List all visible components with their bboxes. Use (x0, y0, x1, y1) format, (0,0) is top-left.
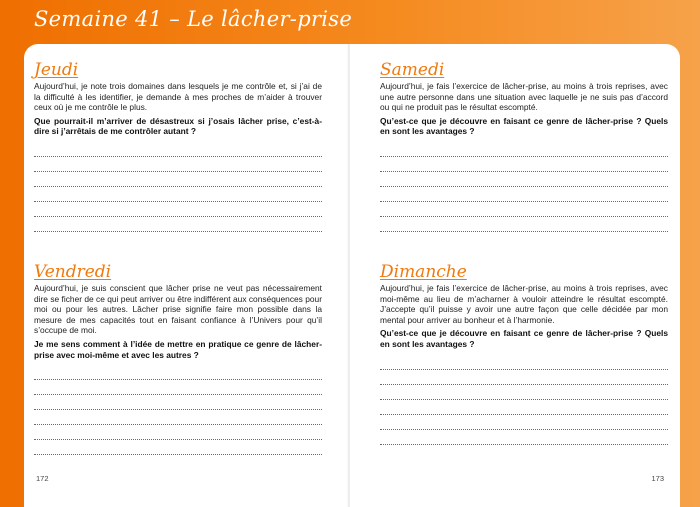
dotted-line (34, 395, 322, 410)
samedi-text: Aujourd’hui, je fais l’exercice de lâcher-prise, au moins à trois reprises, avec une autre personne dans une situation avec laquelle je ne suis pas d’accord ou qui ne produit pas le résultat escompté. (380, 81, 668, 113)
writing-lines[interactable] (380, 355, 668, 445)
dimanche-question: Qu’est-ce que je découvre en faisant ce genre de lâcher-prise ? Quels en sont les avantages ? (380, 328, 668, 349)
dotted-line (34, 440, 322, 455)
dotted-line (380, 400, 668, 415)
right-page (350, 44, 680, 507)
writing-lines[interactable] (34, 142, 322, 232)
dimanche-text: Aujourd’hui, je fais l’exercice de lâcher-prise, au moins à trois reprises, avec moi-même au lieu de m’acharner à vouloir atteindre le résultat escompté. J’accepte qu’il puisse y avoir une autre façon que celle décidée par mon mental pour arriver au bonheur et à l’harmonie. (380, 283, 668, 325)
dotted-line (34, 365, 322, 380)
dotted-line (34, 202, 322, 217)
dotted-line (380, 415, 668, 430)
dotted-line (380, 172, 668, 187)
jeudi-question: Que pourrait-il m’arriver de désastreux si j’osais lâcher prise, c’est-à-dire si j’arrêtais de me contrôler autant ? (34, 115, 322, 137)
dotted-line (34, 425, 322, 440)
dotted-line (380, 187, 668, 202)
day-title-samedi: Samedi (380, 60, 445, 80)
dotted-line (34, 157, 322, 172)
page-number-left: 172 (36, 474, 49, 483)
writing-lines[interactable] (380, 142, 668, 232)
dotted-line (380, 385, 668, 400)
dotted-line (34, 142, 322, 157)
vendredi-question: Je me sens comment à l’idée de mettre en pratique ce genre de lâcher-prise avec moi-même et avec les autres ? (34, 338, 322, 360)
jeudi-text: Aujourd’hui, je note trois domaines dans lesquels je me contrôle et, si j’ai de la difficulté à les identifier, je demande à mes proches de m’aider à trouver ceux où je me contrôle le plus. (34, 81, 322, 113)
samedi-question: Qu’est-ce que je découvre en faisant ce genre de lâcher-prise ? Quels en sont les avantages ? (380, 115, 668, 137)
day-title-vendredi: Vendredi (34, 262, 112, 282)
dotted-line (380, 142, 668, 157)
dotted-line (34, 172, 322, 187)
page-title: Semaine 41 – Le lâcher-prise (34, 7, 353, 31)
dotted-line (34, 187, 322, 202)
left-page (24, 44, 348, 507)
section-samedi (380, 60, 668, 232)
dotted-line (380, 355, 668, 370)
dotted-line (380, 217, 668, 232)
dotted-line (380, 157, 668, 172)
vendredi-text: Aujourd’hui, je suis conscient que lâcher prise ne veut pas nécessairement dire se ficher de ce qui peut arriver ou être indifférent aux conséquences pour moi ou pour les autres. Lâcher prise signifie faire mon possible dans la mesure de mes capacités tout en faisant confiance à l’Univers pour qu’il s’occupe de moi. (34, 283, 322, 336)
dotted-line (380, 202, 668, 217)
day-title-jeudi: Jeudi (34, 60, 79, 80)
section-vendredi (34, 262, 322, 455)
dotted-line (380, 430, 668, 445)
writing-lines[interactable] (34, 365, 322, 455)
dotted-line (34, 380, 322, 395)
dotted-line (34, 410, 322, 425)
day-title-dimanche: Dimanche (380, 262, 467, 282)
dotted-line (34, 217, 322, 232)
dotted-line (380, 370, 668, 385)
page-number-right: 173 (651, 474, 664, 483)
section-jeudi (34, 60, 322, 232)
section-dimanche (380, 262, 668, 445)
